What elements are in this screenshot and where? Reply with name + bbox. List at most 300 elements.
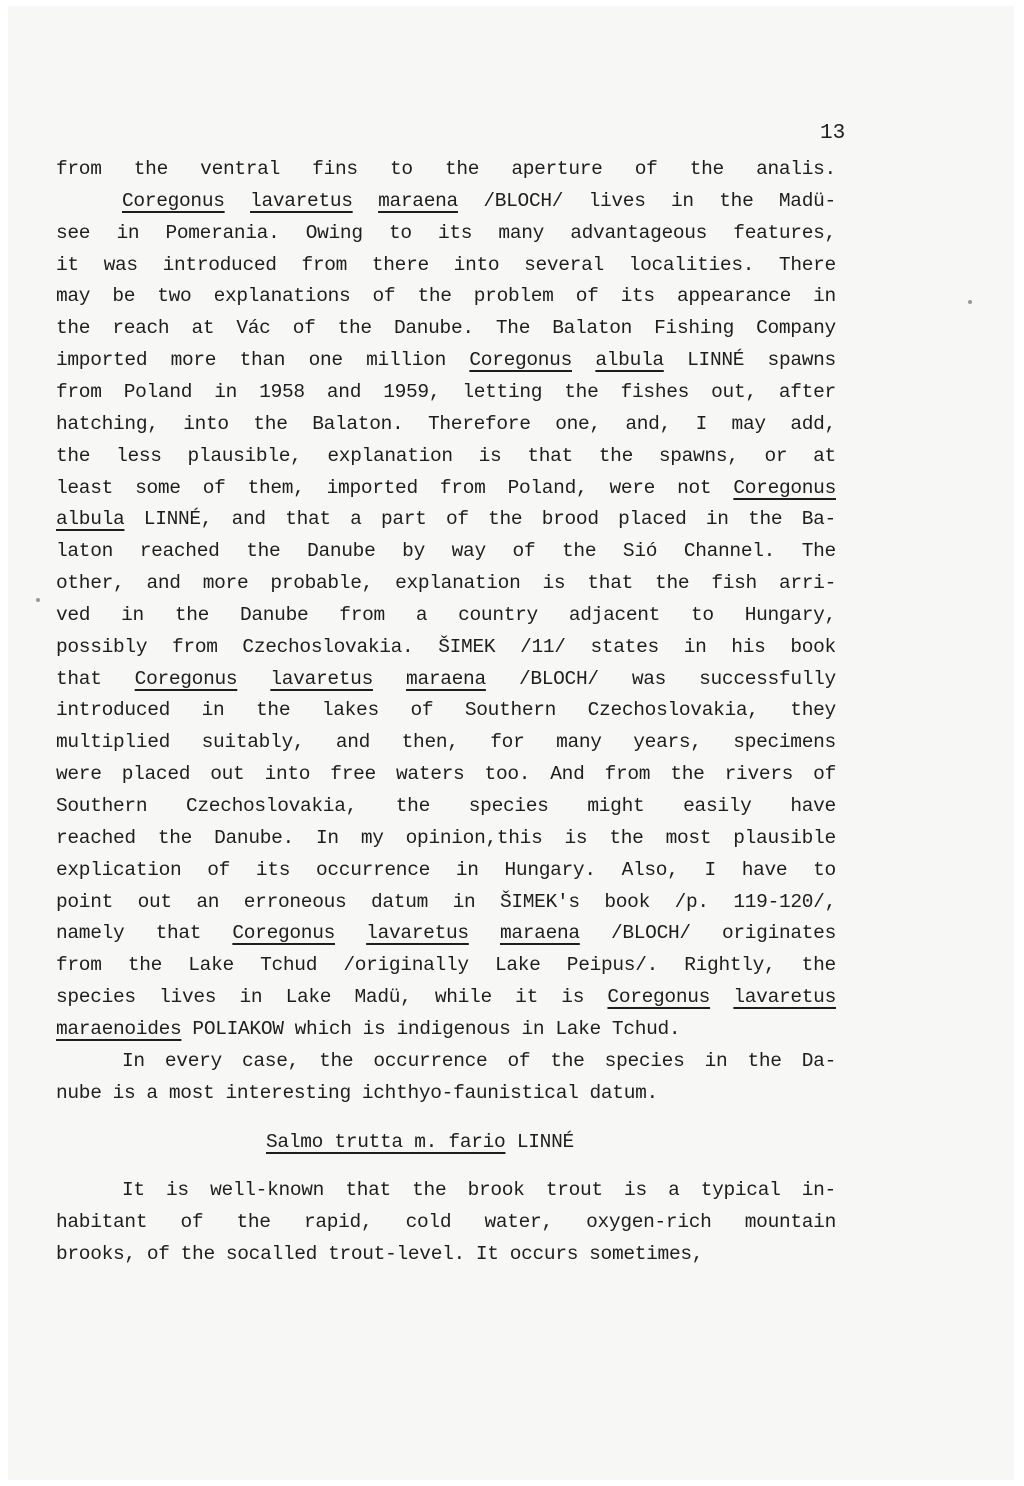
- word: in: [521, 1017, 545, 1040]
- word: and: [146, 572, 181, 595]
- word: the: [748, 508, 783, 531]
- word: book: [790, 635, 836, 658]
- word: In: [122, 1049, 145, 1072]
- word: the: [180, 1243, 215, 1265]
- word: from: [301, 253, 348, 276]
- scan-speck: [36, 598, 40, 602]
- word: into: [453, 253, 500, 276]
- word: is: [478, 444, 502, 467]
- word: 1959,: [383, 380, 441, 403]
- word: The: [495, 317, 531, 340]
- word: way: [451, 540, 486, 563]
- word: in: [813, 285, 836, 308]
- document-page: [8, 6, 1014, 1480]
- word: Owing: [305, 221, 363, 244]
- heading-author: LINNÉ: [516, 1131, 574, 1153]
- word: I: [695, 412, 707, 435]
- word: in: [704, 1049, 728, 1072]
- word: POLIAKOW: [192, 1017, 284, 1040]
- word: that: [56, 667, 102, 690]
- word: There: [778, 253, 836, 276]
- word: several: [524, 253, 604, 276]
- word: in: [201, 699, 225, 722]
- word: Balaton: [552, 317, 633, 340]
- word: the: [319, 1049, 354, 1072]
- word: Fishing: [654, 317, 734, 340]
- text-line: [56, 731, 836, 759]
- word: And: [550, 763, 585, 786]
- word: to: [690, 603, 714, 626]
- underlined-word: lavaretus: [366, 922, 469, 945]
- text-line: [56, 1211, 836, 1239]
- word: to: [813, 858, 836, 881]
- word: the: [412, 1179, 447, 1201]
- text-line: [56, 254, 836, 282]
- word: is: [166, 1179, 189, 1201]
- underlined-word: lavaretus: [733, 986, 836, 1009]
- text-line: [56, 285, 836, 313]
- word: analis.: [756, 158, 836, 180]
- word: the: [127, 954, 163, 977]
- word: part: [380, 508, 427, 531]
- text-line: [56, 954, 836, 982]
- word: the: [670, 763, 705, 786]
- word: country: [458, 603, 538, 626]
- word: Sió: [622, 540, 658, 563]
- word: explanations: [213, 285, 351, 308]
- word: the: [488, 508, 523, 531]
- word: localities.: [628, 253, 755, 276]
- word: Lake: [188, 954, 234, 977]
- text-line: [56, 413, 836, 441]
- word: of: [575, 285, 599, 308]
- word: the: [246, 540, 281, 563]
- word: The: [801, 540, 836, 563]
- underlined-word: Coregonus: [122, 189, 225, 212]
- word: into: [264, 763, 311, 786]
- word: the: [655, 572, 690, 595]
- word: Lake: [494, 954, 541, 977]
- word: in: [705, 508, 729, 531]
- word: 119-120/,: [733, 890, 836, 913]
- word: and: [326, 380, 362, 403]
- word: advantageous: [570, 221, 708, 244]
- word: were: [56, 763, 102, 786]
- word: mountain: [744, 1211, 836, 1233]
- word: Tchud: [260, 954, 318, 977]
- word: problem: [473, 285, 554, 308]
- word: ŠIMEK's: [499, 890, 580, 913]
- word: out: [210, 763, 245, 786]
- word: the: [417, 285, 452, 308]
- word: brood: [541, 508, 599, 531]
- word: opinion,this: [405, 826, 543, 849]
- word: arri-: [778, 572, 836, 595]
- word: Da-: [801, 1049, 836, 1072]
- word: many: [498, 221, 545, 244]
- word: occurrence: [373, 1049, 488, 1072]
- word: Southern: [56, 795, 148, 817]
- word: case,: [241, 1049, 299, 1072]
- word: Also,: [621, 858, 679, 881]
- word: too.: [484, 763, 531, 786]
- word: may: [731, 412, 766, 435]
- word: the: [562, 540, 597, 563]
- word: ventral: [200, 158, 280, 180]
- word: were: [609, 476, 656, 499]
- word: the: [564, 380, 599, 403]
- word: occurs: [509, 1243, 579, 1265]
- word: rivers: [724, 763, 794, 786]
- word: originates: [721, 922, 836, 945]
- word: and: [231, 508, 266, 531]
- word: placed: [618, 508, 687, 531]
- word: lives: [159, 986, 217, 1009]
- word: of: [292, 317, 316, 340]
- word: that: [587, 572, 633, 595]
- word: Danube: [239, 603, 309, 626]
- word: of: [445, 508, 469, 531]
- word: Madü-: [778, 189, 836, 212]
- word: introduced: [56, 699, 171, 722]
- word: brooks,: [56, 1243, 136, 1265]
- text-line: [56, 317, 836, 345]
- word: into: [183, 412, 229, 435]
- text-line: [56, 477, 836, 505]
- word: the: [253, 412, 288, 435]
- word: of: [146, 1243, 170, 1265]
- underlined-word: maraenoides: [56, 1017, 182, 1040]
- word: Rightly,: [684, 954, 776, 977]
- word: that: [345, 1179, 391, 1201]
- word: spawns: [767, 349, 836, 372]
- word: easily: [683, 795, 752, 817]
- word: is: [362, 1017, 386, 1040]
- word: add,: [790, 412, 836, 435]
- word: in: [121, 603, 144, 626]
- word: plausible,: [187, 444, 302, 467]
- word: the: [174, 603, 210, 626]
- word: the: [337, 317, 372, 340]
- word: reach: [112, 317, 170, 340]
- word: book: [604, 890, 650, 913]
- word: its: [620, 285, 655, 308]
- word: in: [455, 858, 479, 881]
- underlined-word: Coregonus: [232, 922, 335, 945]
- text-line: [56, 540, 836, 568]
- word: most: [168, 1081, 215, 1104]
- word: brook: [467, 1179, 525, 1201]
- word: less: [116, 444, 162, 467]
- word: years,: [633, 731, 702, 754]
- word: free: [330, 763, 376, 786]
- text-line: [56, 859, 836, 887]
- word: explanation: [327, 444, 453, 467]
- word: 1958: [259, 380, 305, 403]
- word: a: [668, 1179, 680, 1201]
- word: that: [155, 922, 202, 945]
- word: have: [790, 795, 836, 817]
- text-line: [56, 381, 836, 409]
- word: from: [604, 763, 651, 786]
- word: I: [704, 858, 716, 881]
- text-line: [56, 604, 836, 632]
- text-line: [56, 572, 836, 600]
- word: not: [677, 476, 712, 499]
- text-line: [122, 1179, 836, 1207]
- word: that: [527, 444, 573, 467]
- word: Tchud.: [611, 1017, 681, 1040]
- word: see: [56, 221, 91, 244]
- word: more: [202, 572, 249, 595]
- underlined-word: maraena: [499, 922, 580, 945]
- word: ichthyo-faunistical: [361, 1081, 579, 1104]
- word: sometimes,: [589, 1243, 704, 1265]
- word: Lake: [285, 986, 332, 1009]
- word: lakes: [321, 699, 379, 722]
- word: them,: [247, 476, 305, 499]
- word: in: [239, 986, 263, 1009]
- word: imported: [326, 476, 418, 499]
- text-line: [56, 1243, 836, 1271]
- text-line: [56, 158, 836, 186]
- word: one: [308, 349, 343, 372]
- word: or: [764, 444, 788, 467]
- word: oxygen-rich: [586, 1211, 712, 1233]
- text-line: [56, 1082, 836, 1110]
- word: lives: [588, 189, 646, 212]
- word: the: [719, 189, 754, 212]
- word: may: [56, 285, 91, 308]
- word: Poland: [123, 380, 193, 403]
- word: the: [689, 158, 724, 180]
- word: of: [634, 158, 658, 180]
- word: explanation: [395, 572, 521, 595]
- text-line: [122, 1050, 836, 1078]
- word: the: [236, 1211, 271, 1233]
- word: Czechoslovakia,: [587, 699, 759, 722]
- heading-species-name: Salmo trutta m. fario: [266, 1131, 506, 1153]
- word: habitant: [56, 1211, 148, 1233]
- text-line: [56, 1018, 836, 1046]
- underlined-word: lavaretus: [250, 189, 353, 212]
- underlined-word: Coregonus: [607, 986, 711, 1009]
- text-line: [56, 445, 836, 473]
- word: its: [437, 221, 473, 244]
- underlined-word: maraena: [406, 667, 486, 690]
- word: Danube.: [393, 317, 474, 340]
- word: ved: [56, 603, 91, 626]
- word: two: [157, 285, 192, 308]
- word: other,: [56, 572, 125, 595]
- word: of: [180, 1211, 204, 1233]
- text-line: [56, 986, 836, 1014]
- word: they: [790, 699, 836, 722]
- word: after: [778, 380, 836, 403]
- word: Vác: [236, 317, 271, 340]
- word: from: [56, 954, 102, 977]
- word: of: [512, 540, 536, 563]
- word: its: [255, 858, 291, 881]
- word: by: [402, 540, 425, 563]
- word: hatching,: [56, 412, 159, 435]
- word: of: [372, 285, 396, 308]
- word: which: [294, 1017, 352, 1040]
- word: of: [202, 476, 226, 499]
- word: explication: [56, 858, 182, 881]
- word: Ba-: [801, 508, 836, 531]
- word: trout-level.: [328, 1243, 465, 1265]
- word: most: [665, 826, 712, 849]
- word: at: [191, 317, 215, 340]
- word: from: [439, 476, 486, 499]
- word: Czechoslovakia.: [242, 635, 414, 658]
- word: is: [564, 826, 588, 849]
- word: was: [103, 253, 138, 276]
- word: of: [813, 763, 836, 786]
- word: /BLOCH/: [610, 922, 691, 945]
- word: datum: [370, 890, 428, 913]
- word: reached: [56, 826, 136, 849]
- word: occurrence: [315, 858, 431, 881]
- word: from: [56, 158, 102, 180]
- word: Madü,: [354, 986, 412, 1009]
- word: /BLOCH/: [518, 667, 599, 690]
- word: species: [56, 986, 136, 1009]
- word: Czechoslovakia,: [185, 795, 358, 817]
- word: specimens: [733, 731, 836, 754]
- section-heading: [266, 1131, 666, 1159]
- word: to: [389, 158, 413, 180]
- word: the: [157, 826, 193, 849]
- word: than: [239, 349, 286, 372]
- word: point: [56, 890, 114, 913]
- word: for: [490, 731, 525, 754]
- word: the: [598, 444, 633, 467]
- word: trout: [545, 1179, 603, 1201]
- word: Hungary,: [744, 603, 836, 626]
- word: It: [122, 1179, 145, 1201]
- word: of: [410, 699, 434, 722]
- word: a: [415, 603, 428, 626]
- word: typical: [700, 1179, 781, 1201]
- word: the: [747, 1049, 782, 1072]
- word: while: [434, 986, 492, 1009]
- word: his: [731, 635, 766, 658]
- word: /BLOCH/: [483, 189, 564, 212]
- underlined-word: Coregonus: [134, 667, 238, 690]
- word: species: [468, 795, 549, 817]
- word: spawns,: [658, 444, 739, 467]
- word: datum.: [589, 1081, 658, 1104]
- word: Channel.: [683, 540, 776, 563]
- word: a: [146, 1081, 158, 1104]
- word: Hungary.: [504, 858, 596, 881]
- word: the: [56, 444, 91, 467]
- word: Danube: [307, 540, 376, 563]
- word: fish: [711, 572, 757, 595]
- text-line: [56, 795, 836, 823]
- word: at: [813, 444, 836, 467]
- word: in: [116, 221, 140, 244]
- word: that: [285, 508, 331, 531]
- word: Lake: [555, 1017, 601, 1040]
- word: rapid,: [303, 1211, 373, 1233]
- word: it: [56, 253, 79, 276]
- word: the: [801, 954, 836, 977]
- underlined-word: lavaretus: [270, 667, 373, 690]
- scan-speck: [968, 300, 972, 304]
- word: many: [556, 731, 602, 754]
- word: successfully: [699, 667, 836, 690]
- word: is: [112, 1081, 136, 1104]
- word: LINNÉ: [687, 349, 745, 372]
- word: adjacent: [568, 603, 661, 626]
- underlined-word: albula: [56, 508, 125, 531]
- word: features,: [733, 221, 836, 244]
- word: imported: [56, 349, 148, 372]
- word: fishes: [620, 380, 690, 403]
- word: fins: [312, 158, 358, 180]
- word: the: [133, 158, 168, 180]
- word: the: [609, 826, 644, 849]
- word: in: [452, 890, 476, 913]
- word: the: [444, 158, 480, 180]
- word: and: [335, 731, 371, 754]
- word: In: [315, 826, 339, 849]
- underlined-word: maraena: [378, 189, 458, 212]
- word: is: [624, 1179, 647, 1201]
- word: to: [388, 221, 412, 244]
- word: one,: [555, 412, 601, 435]
- text-line: [56, 508, 836, 536]
- word: every: [164, 1049, 222, 1072]
- underlined-word: Coregonus: [733, 476, 836, 499]
- word: a: [350, 508, 362, 531]
- word: /11/: [520, 635, 566, 658]
- text-line: [56, 222, 836, 250]
- word: in-: [801, 1179, 836, 1201]
- word: the: [395, 795, 430, 817]
- word: in: [214, 380, 238, 403]
- text-line: [56, 763, 836, 791]
- word: the: [550, 1049, 585, 1072]
- word: be: [112, 285, 136, 308]
- word: in: [683, 635, 707, 658]
- text-line: [56, 922, 836, 950]
- word: states: [590, 635, 659, 658]
- text-line: [122, 190, 836, 218]
- word: Therefore: [427, 412, 531, 435]
- word: is: [542, 572, 566, 595]
- word: laton: [56, 540, 114, 563]
- word: an: [196, 890, 220, 913]
- text-line: [56, 891, 836, 919]
- word: plausible: [733, 826, 836, 849]
- word: erroneous: [243, 890, 347, 913]
- word: introduced: [162, 253, 277, 276]
- word: have: [741, 858, 788, 881]
- word: LINNÉ,: [143, 508, 213, 531]
- word: suitably,: [201, 731, 305, 754]
- word: appearance: [676, 285, 791, 308]
- word: was: [631, 667, 667, 690]
- word: multiplied: [56, 731, 171, 754]
- word: Company: [756, 317, 836, 340]
- word: it: [515, 986, 538, 1009]
- word: possibly: [56, 635, 148, 658]
- word: the: [56, 317, 91, 340]
